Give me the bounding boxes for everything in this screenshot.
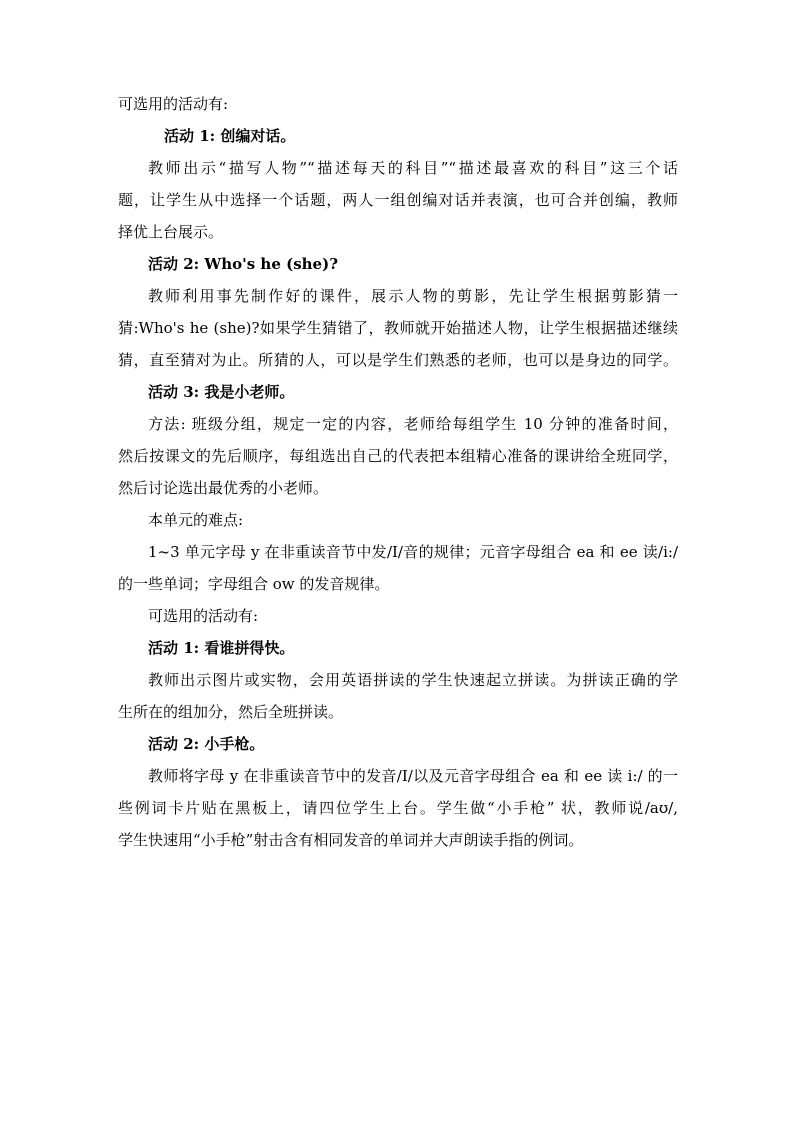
activity-1b-heading: 活动 1: 看谁拼得快。 [148, 639, 295, 657]
text-line-5: 择优上台展示。 [118, 223, 224, 241]
text-line-12: 然后按课文的先后顺序，每组选出自己的代表把本组精心准备的课讲给全班同学， [118, 447, 678, 465]
activity-3-heading: 活动 3: 我是小老师。 [148, 383, 295, 401]
text-line-20: 生所在的组加分，然后全班拼读。 [118, 703, 344, 721]
activity-2-heading: 活动 2: Who's he (she)? [148, 255, 338, 273]
text-line-8: 猜:Who's he (she)?如果学生猜错了，教师就开始描述人物，让学生根据描述继续 [118, 319, 678, 337]
text-line-22: 教师将字母 y 在非重读音节中的发音/I/以及元音字母组合 ea 和 ee 读 i:/ 的一 [148, 767, 678, 785]
difficulties-heading: 本单元的难点: [148, 511, 244, 529]
activity-2b-heading: 活动 2: 小手枪。 [148, 735, 265, 753]
text-line-24: 学生快速用“小手枪”射击含有相同发音的单词并大声朗读手指的例词。 [118, 831, 584, 849]
text-line-9: 猜，直至猜对为止。所猜的人，可以是学生们熟悉的老师，也可以是身边的同学。 [118, 351, 678, 369]
text-line-17: 可选用的活动有: [148, 607, 259, 625]
text-line-11: 方法: 班级分组，规定一定的内容，老师给每组学生 10 分钟的准备时间， [148, 415, 678, 433]
text-line-4: 题，让学生从中选择一个话题，两人一组创编对话并表演，也可合并创编，教师 [118, 191, 678, 209]
activity-1-heading: 活动 1: 创编对话。 [164, 127, 296, 145]
text-line-1: 可选用的活动有: [118, 95, 229, 113]
text-line-23: 些例词卡片贴在黑板上，请四位学生上台。学生做“小手枪” 状，教师说/aʊ/, [118, 799, 678, 817]
text-line-7: 教师利用事先制作好的课件，展示人物的剪影，先让学生根据剪影猜一 [148, 287, 678, 305]
text-line-16: 的一些单词；字母组合 ow 的发音规律。 [118, 575, 390, 593]
text-line-13: 然后讨论选出最优秀的小老师。 [118, 479, 329, 497]
text-line-19: 教师出示图片或实物，会用英语拼读的学生快速起立拼读。为拼读正确的学 [148, 671, 678, 689]
document-body [118, 94, 678, 850]
text-line-3: 教师出示“描写人物”“描述每天的科目”“描述最喜欢的科目”这三个话 [148, 159, 678, 177]
text-line-15: 1~3 单元字母 y 在非重读音节中发/I/音的规律；元音字母组合 ea 和 ee 读/i:/ [148, 543, 678, 561]
